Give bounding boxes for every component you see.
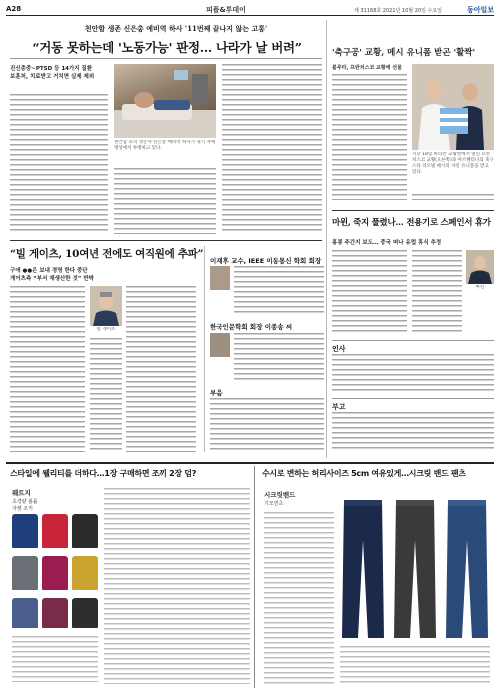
lead-photo: [114, 64, 216, 138]
lead-bottom-rule: [10, 240, 322, 241]
pope-body-2: [412, 194, 494, 200]
pants-image-2: [392, 500, 438, 640]
pope-photo: [412, 64, 494, 150]
lead-headline: “거동 못하는데 '노동가능' 판정… 나라가 날 버려”: [32, 40, 302, 55]
jacket-image-2: [42, 514, 68, 548]
lead-body-col3: [222, 64, 322, 234]
jackma-headline: 마윈, 죽지 풀렸나… 전용기로 스페인서 휴가: [332, 218, 491, 228]
lead-subhead-2: 보훈처, 치료받고 거치면 실제 제외: [10, 74, 95, 80]
pope-body: [332, 74, 407, 200]
ad-left-tagline-1: 초경량 볼륨: [12, 499, 38, 505]
gates-byline-2: 게이츠측 “부서 재생산한 것” 반박: [10, 276, 94, 282]
jacket-image-4: [12, 556, 38, 590]
ad-right-brand: 시크릿밴드: [264, 491, 296, 499]
lead-rule: [10, 58, 322, 59]
lead-kicker: 천안함 생존 신은총 예비역 하사 '11번째 끝나지 않는 고통': [84, 24, 268, 33]
chairman-photo: [210, 333, 230, 357]
issue-meta: 제 31168호 2021년 10월 20일 수요일: [354, 8, 442, 14]
lead-body-col2b: [114, 168, 216, 234]
right-rule-2: [332, 340, 494, 341]
newspaper-logo: 동아일보: [466, 5, 494, 14]
section-title: 피플&투데이: [206, 6, 246, 14]
obituary-title: 부음: [210, 389, 223, 397]
jackma-subhead: 홍콩 주간지 보도… 중국 떠나 유럽 휴식 추정: [332, 240, 442, 246]
obituary2-title: 부고: [332, 403, 346, 411]
people-divider: [204, 246, 205, 452]
ad-right-footer: [340, 646, 490, 684]
lead-body-col1: [10, 94, 108, 234]
page-header: [6, 4, 494, 16]
ad-left-copy: [104, 488, 250, 684]
personnel-body: [332, 354, 494, 394]
jacket-image-1: [12, 514, 38, 548]
vest-image-2: [42, 598, 68, 628]
ad-divider: [254, 466, 255, 688]
patient-bed-image: [114, 64, 216, 138]
jackma-photo-caption: 마윈: [475, 285, 485, 290]
personnel-title: 인사: [332, 345, 346, 353]
professor-photo: [210, 266, 230, 290]
vest-image-3: [72, 598, 98, 628]
gates-photo-caption: 빌 게이츠: [96, 327, 116, 332]
gates-body-col1: [10, 286, 85, 452]
vest-image-1: [12, 598, 38, 628]
obituary-body: [210, 398, 324, 452]
ad-left-tagline-2: 자켓 조끼: [12, 506, 33, 512]
jackma-body-2: [412, 250, 462, 334]
lead-subhead-1: 진신총중~PTSD 등 14가지 질환: [10, 66, 93, 72]
ad-left-footer: [12, 636, 98, 682]
right-rule-3: [332, 398, 494, 399]
page-number: A28: [6, 5, 22, 13]
gates-photo: [90, 286, 122, 326]
people-title-2: 한국인문학회 회장 이종송 씨: [210, 323, 293, 331]
gates-byline-1: 구에 ●●은 보내 경영 한다 중단: [10, 268, 88, 274]
jackma-body-1: [332, 250, 407, 334]
pope-kicker: '축구공' 교황, 메시 유니폼 받곤 '활짝': [332, 48, 476, 58]
gates-body-col2: [126, 286, 196, 452]
obituary2-body: [332, 412, 494, 452]
portrait-image: [90, 286, 122, 326]
pope-subhead: 블루라, 프란치스코 교황에 선물: [332, 65, 402, 71]
pants-image-1: [340, 500, 386, 640]
people-body-2: [234, 333, 324, 381]
right-rule-1: [332, 210, 494, 211]
gates-headline: “빌 게이츠, 10여년 전에도 여직원에 추파”: [10, 248, 204, 260]
ad-top-rule: [6, 462, 494, 464]
ad-right-tagline: 기모면츠: [264, 501, 284, 507]
pope-photo-caption: 지난 18일 바티칸 교황청에서 열린 프란치스코 교황(오른쪽)과 아르헨티나의 축구 스타 리오넬 메시의 사인 유니폼을 받고 있다.: [412, 152, 494, 175]
jackma-photo: [466, 250, 494, 284]
ad-right-title: 수시로 변하는 허리사이즈 5cm 여유있게…시크릿 밴드 팬츠: [262, 469, 466, 478]
people-body-1: [234, 266, 324, 316]
people-title-1: 이재후 교수, IEEE 이동통신 학회 회장: [210, 257, 322, 265]
ad-left-title: 스타일에 웰리티를 더하다…1장 구매하면 조끼 2장 덤?: [10, 469, 197, 478]
ad-right-copy: [264, 512, 334, 684]
jacket-image-5: [42, 556, 68, 590]
pants-image-3: [444, 500, 490, 640]
column-divider: [326, 20, 327, 458]
gates-body-col2b: [90, 338, 122, 452]
pope-messi-image: [412, 64, 494, 150]
jackma-portrait-image: [466, 250, 494, 284]
ad-left-brand: 웨트지: [12, 489, 31, 497]
lead-photo-caption: 천안함 피격 생존자 신은총 예비역 하사가 경기 자택 병상에서 투병하고 있다.: [114, 140, 216, 151]
jacket-image-3: [72, 514, 98, 548]
jacket-image-6: [72, 556, 98, 590]
